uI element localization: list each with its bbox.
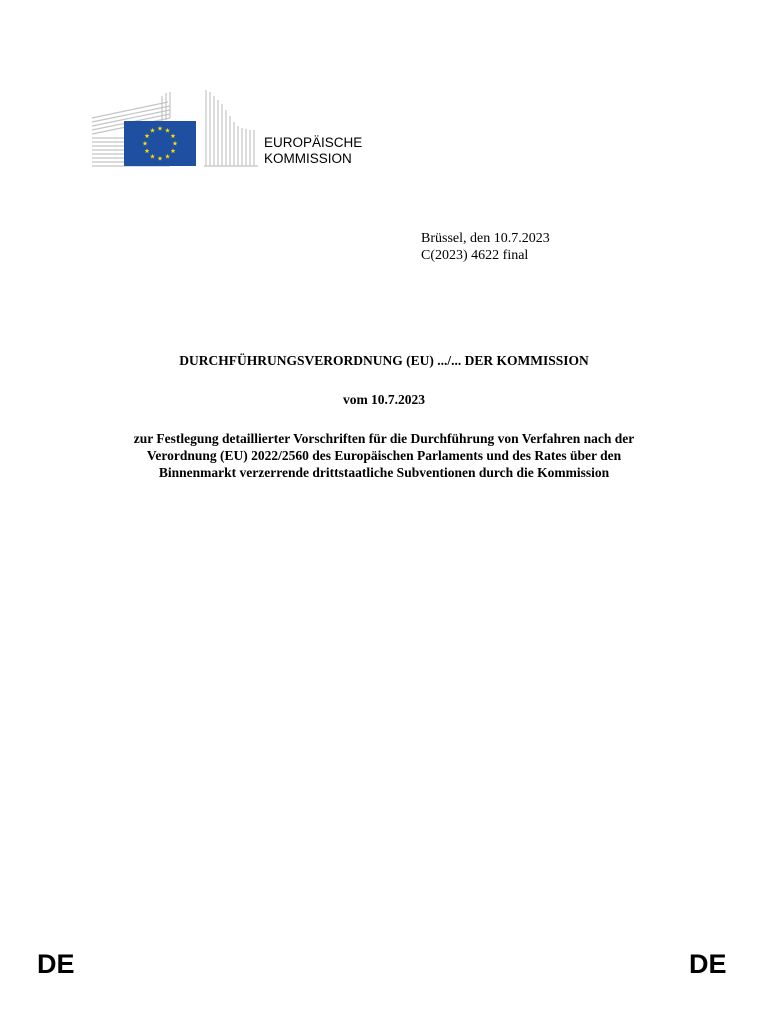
eu-commission-logo-icon bbox=[90, 88, 260, 170]
organization-name bbox=[264, 135, 362, 167]
subject-line-2: Verordnung (EU) 2022/2560 des Europäischen Parlaments und des Rates über den bbox=[146, 448, 622, 463]
organization-name-line2: KOMMISSION bbox=[264, 151, 352, 166]
organization-name-line1: EUROPÄISCHE bbox=[264, 135, 363, 150]
language-code-right: DE bbox=[689, 949, 727, 979]
language-code-left: DE bbox=[37, 949, 75, 979]
document-reference: C(2023) 4622 final bbox=[421, 248, 529, 263]
subject-line-3: Binnenmarkt verzerrende drittstaatliche Subventionen durch die Kommission bbox=[158, 465, 610, 480]
document-date: vom 10.7.2023 bbox=[342, 392, 426, 407]
subject-line-1: zur Festlegung detaillierter Vorschriften für die Durchführung von Verfahren nach der bbox=[133, 431, 635, 446]
document-type-title: DURCHFÜHRUNGSVERORDNUNG (EU) .../... DER KOMMISSION bbox=[179, 353, 589, 368]
place-and-reference bbox=[421, 230, 550, 264]
place-date: Brüssel, den 10.7.2023 bbox=[421, 231, 550, 246]
document-subject bbox=[84, 430, 684, 481]
